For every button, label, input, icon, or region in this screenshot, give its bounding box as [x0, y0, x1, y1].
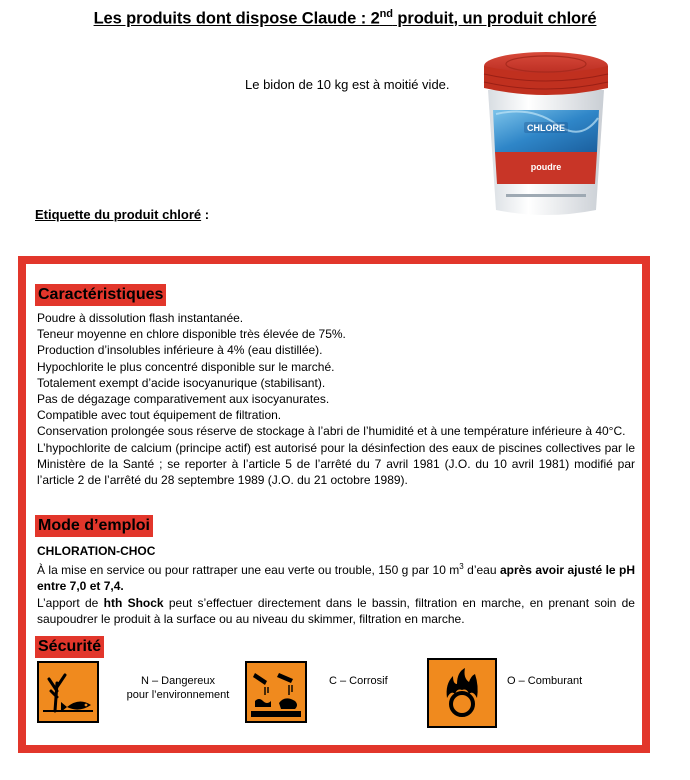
pictogram-label-n: N – Dangereux pour l’environnement	[126, 675, 230, 701]
chlore-bucket-image	[476, 44, 616, 220]
caracteristique-line: Teneur moyenne en chlore disponible très élevée de 75%.	[37, 327, 346, 342]
caracteristique-line: Totalement exempt d’acide isocyanurique (stabilisant).	[37, 375, 326, 390]
corrosive-icon	[245, 661, 307, 723]
mode-emploi-subtitle: CHLORATION-CHOC	[37, 544, 156, 558]
mode-emploi-paragraph-1: À la mise en service ou pour rattraper une eau verte ou trouble, 150 g par 10 $m^3$ d’eau après avoir ajusté le pH entre 7,0 et 7,4.	[37, 562, 636, 594]
caracteristique-line: Production d’insolubles inférieure à 4% (eau distillée).	[37, 343, 323, 358]
bucket-brand-text: CHLORE	[527, 123, 565, 133]
dead-tree-fish-icon	[37, 661, 99, 723]
section-securite-title: Sécurité	[35, 636, 104, 658]
page-title: Les produits dont dispose Claude : 2nd produit, un produit chloré	[93, 8, 597, 28]
caracteristique-line: L’hypochlorite de calcium (principe actif) est autorisé pour la désinfection des eaux de piscines collectives par le Ministère de la Santé ; se reporter à l’article 5 de l’arrêté du 7 avril 1981 (J.O. du 10 avril 1981) modifié par l’article 2 de l’arrêté du 28 septembre 1989 (J.O. du 21 octobre 1989).	[37, 440, 635, 488]
section-caracteristiques-title: Caractéristiques	[35, 284, 166, 306]
caracteristique-line: Hypochlorite le plus concentré disponible sur le marché.	[37, 359, 335, 374]
caracteristique-line: Pas de dégazage comparativement aux isocyanurates.	[37, 392, 330, 407]
caracteristique-line: Poudre à dissolution flash instantanée.	[37, 311, 244, 325]
bucket-product-text: poudre	[530, 162, 562, 172]
bidon-description: Le bidon de 10 kg est à moitié vide.	[245, 77, 450, 92]
flame-over-circle-icon	[427, 658, 497, 728]
pictogram-label-o: O – Comburant	[507, 675, 583, 687]
etiquette-heading: Etiquette du produit chloré :	[35, 207, 210, 222]
pictogram-label-c: C – Corrosif	[329, 675, 388, 687]
mode-emploi-text	[37, 543, 635, 627]
caracteristiques-text	[37, 310, 635, 488]
mode-emploi-paragraph-2: L’apport de hth Shock peut s’effectuer directement dans le bassin, filtration en marche, en prenant soin de saupoudrer le produit à la surface ou au niveau du skimmer, filtration en marche.	[37, 595, 635, 626]
caracteristique-line: Conservation prolongée sous réserve de stockage à l’abri de l’humidité et à une température inférieure à 40°C.	[37, 424, 626, 439]
section-mode-emploi-title: Mode d’emploi	[35, 515, 153, 537]
caracteristique-line: Compatible avec tout équipement de filtration.	[37, 408, 282, 423]
